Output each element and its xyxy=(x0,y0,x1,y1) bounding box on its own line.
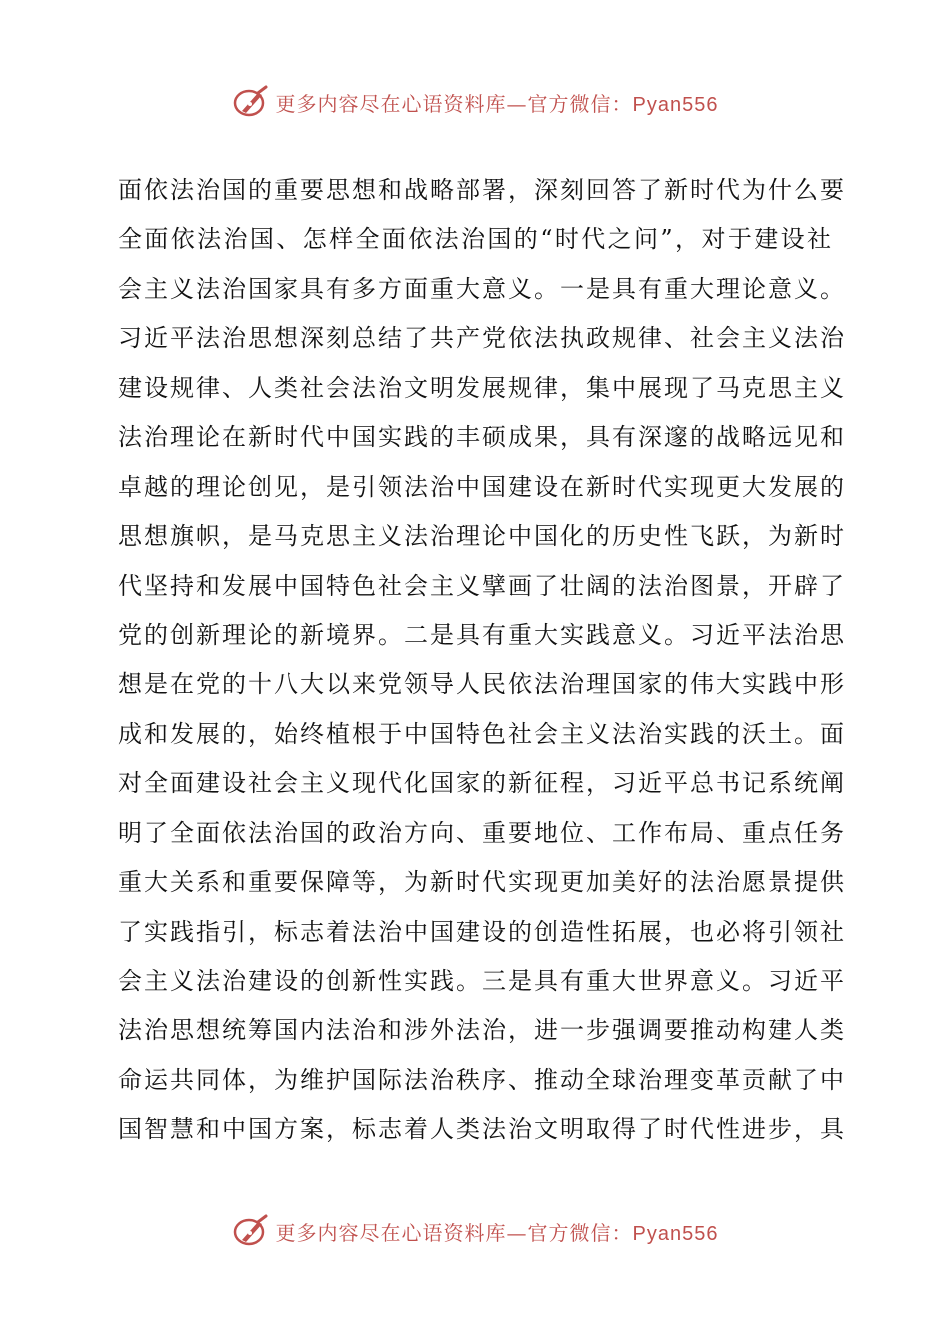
body-line: 对全面建设社会主义现代化国家的新征程，习近平总书记系统阐 xyxy=(118,769,846,798)
body-line: 全面依法治国、怎样全面依法治国的“时代之问”，对于建设社 xyxy=(118,225,833,254)
footer-label: 更多内容尽在心语资料库 xyxy=(275,1220,507,1245)
body-line: 法治理论在新时代中国实践的丰硕成果，具有深邃的战略远见和 xyxy=(118,423,846,452)
body-line: 成和发展的，始终植根于中国特色社会主义法治实践的沃土。面 xyxy=(118,719,846,748)
body-line: 思想旗帜，是马克思主义法治理论中国化的历史性飞跃，为新时 xyxy=(118,522,846,551)
body-line: 面依法治国的重要思想和战略部署，深刻回答了新时代为什么要 xyxy=(118,176,846,204)
body-line: 党的创新理论的新境界。二是具有重大实践意义。习近平法治思 xyxy=(118,620,846,649)
footer-wechat-label: 官方微信： xyxy=(527,1220,633,1245)
footer-banner xyxy=(0,1211,950,1251)
body-line: 了实践指引，标志着法治中国建设的创造性拓展，也必将引领社 xyxy=(118,917,846,946)
header-wechat-id: Pyan556 xyxy=(632,93,719,116)
body-text xyxy=(118,166,846,1155)
pen-nib-logo-icon xyxy=(232,1214,270,1248)
body-line: 重大关系和重要保障等，为新时代实现更加美好的法治愿景提供 xyxy=(118,868,846,897)
body-line: 建设规律、人类社会法治文明发展规律，集中展现了马克思主义 xyxy=(118,373,846,402)
body-line: 法治思想统筹国内法治和涉外法治，进一步强调要推动构建人类 xyxy=(118,1016,846,1045)
body-line: 命运共同体，为维护国际法治秩序、推动全球治理变革贡献了中 xyxy=(118,1065,846,1094)
header-banner xyxy=(0,82,950,122)
header-text xyxy=(276,88,719,117)
pen-nib-logo-icon xyxy=(232,85,270,119)
body-line: 想是在党的十八大以来党领导人民依法治理国家的伟大实践中形 xyxy=(118,670,846,699)
body-line: 国智慧和中国方案，标志着人类法治文明取得了时代性进步，具 xyxy=(118,1115,846,1144)
footer-dash: — xyxy=(506,1220,528,1245)
header-dash: — xyxy=(506,91,528,116)
body-line: 卓越的理论创见，是引领法治中国建设在新时代实现更大发展的 xyxy=(118,472,846,501)
header-label: 更多内容尽在心语资料库 xyxy=(275,91,507,116)
body-line: 会主义法治建设的创新性实践。三是具有重大世界意义。习近平 xyxy=(118,967,846,995)
body-line: 习近平法治思想深刻总结了共产党依法执政规律、社会主义法治 xyxy=(118,324,846,353)
body-line: 明了全面依法治国的政治方向、重要地位、工作布局、重点任务 xyxy=(118,818,846,847)
body-line: 会主义法治国家具有多方面重大意义。一是具有重大理论意义。 xyxy=(118,274,846,303)
body-line: 代坚持和发展中国特色社会主义擘画了壮阔的法治图景，开辟了 xyxy=(118,571,846,600)
footer-wechat-id: Pyan556 xyxy=(632,1222,719,1245)
footer-text xyxy=(276,1217,719,1246)
header-wechat-label: 官方微信： xyxy=(527,91,633,116)
